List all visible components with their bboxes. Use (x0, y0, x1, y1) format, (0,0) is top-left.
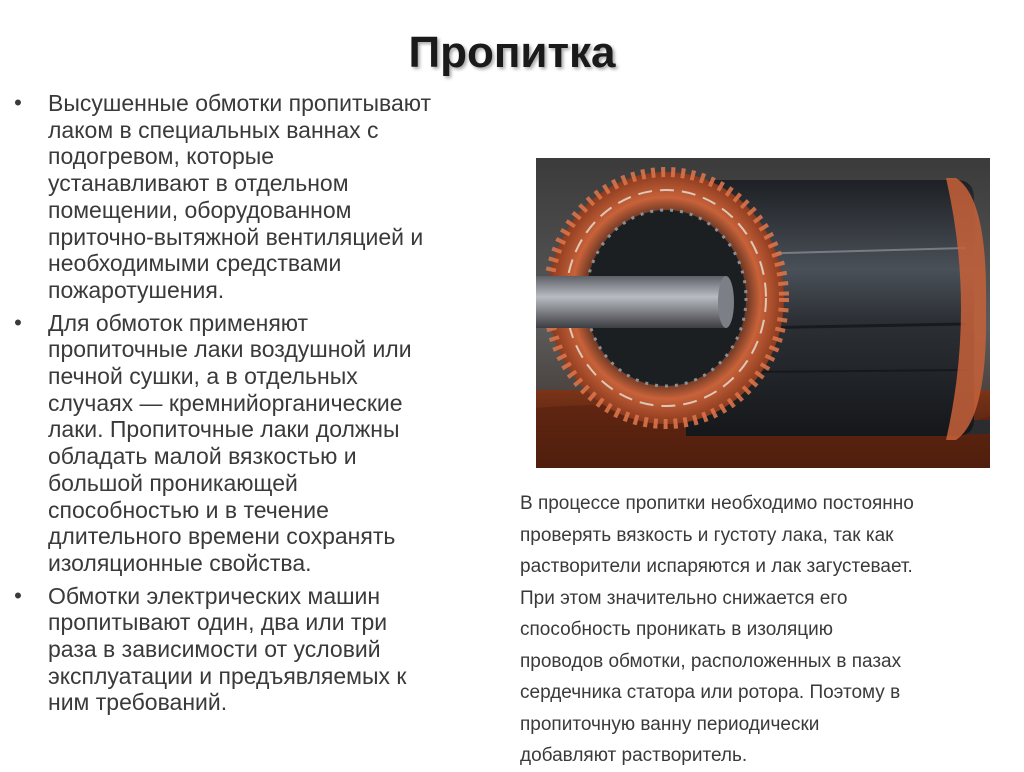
caption-line: пропиточную ванну периодически (520, 713, 820, 735)
bullet-line: ним требований. (48, 689, 228, 716)
caption-line: проводов обмотки, расположенных в пазах (520, 650, 902, 672)
caption-line: растворители испаряются и лак загустевает. (520, 556, 913, 577)
bullet-line: пожаротушения. (48, 276, 225, 303)
bullet-line: Обмотки электрических машин (48, 582, 381, 609)
bullet-line: большой проникающей (48, 469, 298, 496)
bullet-line: случаях — кремнийорганические (48, 389, 403, 416)
bullet-line: эксплуатации и предъявляемых к (48, 662, 407, 689)
bullet-line: длительного времени сохранять (48, 523, 396, 550)
bullet-line: способностью и в течение (48, 496, 329, 523)
bullet-line: лаком в специальных ваннах с (48, 116, 379, 143)
bullet-item (8, 583, 500, 717)
bullet-item (8, 310, 500, 577)
shaft (536, 276, 726, 328)
bullet-line: печной сушки, а в отдельных (48, 363, 358, 390)
caption-line: добавляют растворитель. (520, 745, 748, 766)
bullet-marker: • (14, 582, 22, 608)
caption-line: В процессе пропитки необходимо постоянно (520, 493, 914, 514)
bullet-line: помещении, оборудованном (48, 196, 352, 223)
bullet-marker: • (14, 90, 22, 115)
bullet-line: подогревом, которые (48, 143, 275, 170)
caption-line: проверять вязкость и густоту лака, так как (520, 524, 894, 546)
caption-text (520, 488, 1012, 772)
bullet-line: раза в зависимости от условий (48, 636, 381, 663)
caption-line: сердечника статора или ротора. Поэтому в (520, 682, 901, 703)
slide-title: Пропитка (408, 28, 616, 77)
bullet-item (8, 90, 500, 304)
bullet-marker: • (14, 309, 22, 335)
caption-line: способность проникать в изоляцию (520, 619, 833, 640)
bullet-line: приточно-вытяжной вентиляцией и (48, 223, 424, 250)
bullet-line: пропиточные лаки воздушной или (48, 336, 412, 363)
bullet-line: Высушенные обмотки пропитывают (48, 90, 432, 116)
bullet-line: обладать малой вязкостью и (48, 443, 357, 470)
bullet-line: Для обмоток применяют (48, 309, 309, 336)
bullet-line: необходимыми средствами (48, 250, 342, 277)
shaft-end (718, 276, 734, 328)
bullet-list (8, 90, 500, 722)
bullet-line: пропитывают один, два или три (48, 609, 388, 636)
caption-line: При этом значительно снижается его (520, 587, 848, 609)
bullet-line: устанавливают в отдельном (48, 170, 349, 197)
bullet-line: лаки. Пропиточные лаки должны (48, 416, 400, 443)
stator-photo (536, 158, 990, 468)
bullet-line: изоляционные свойства. (48, 549, 312, 576)
